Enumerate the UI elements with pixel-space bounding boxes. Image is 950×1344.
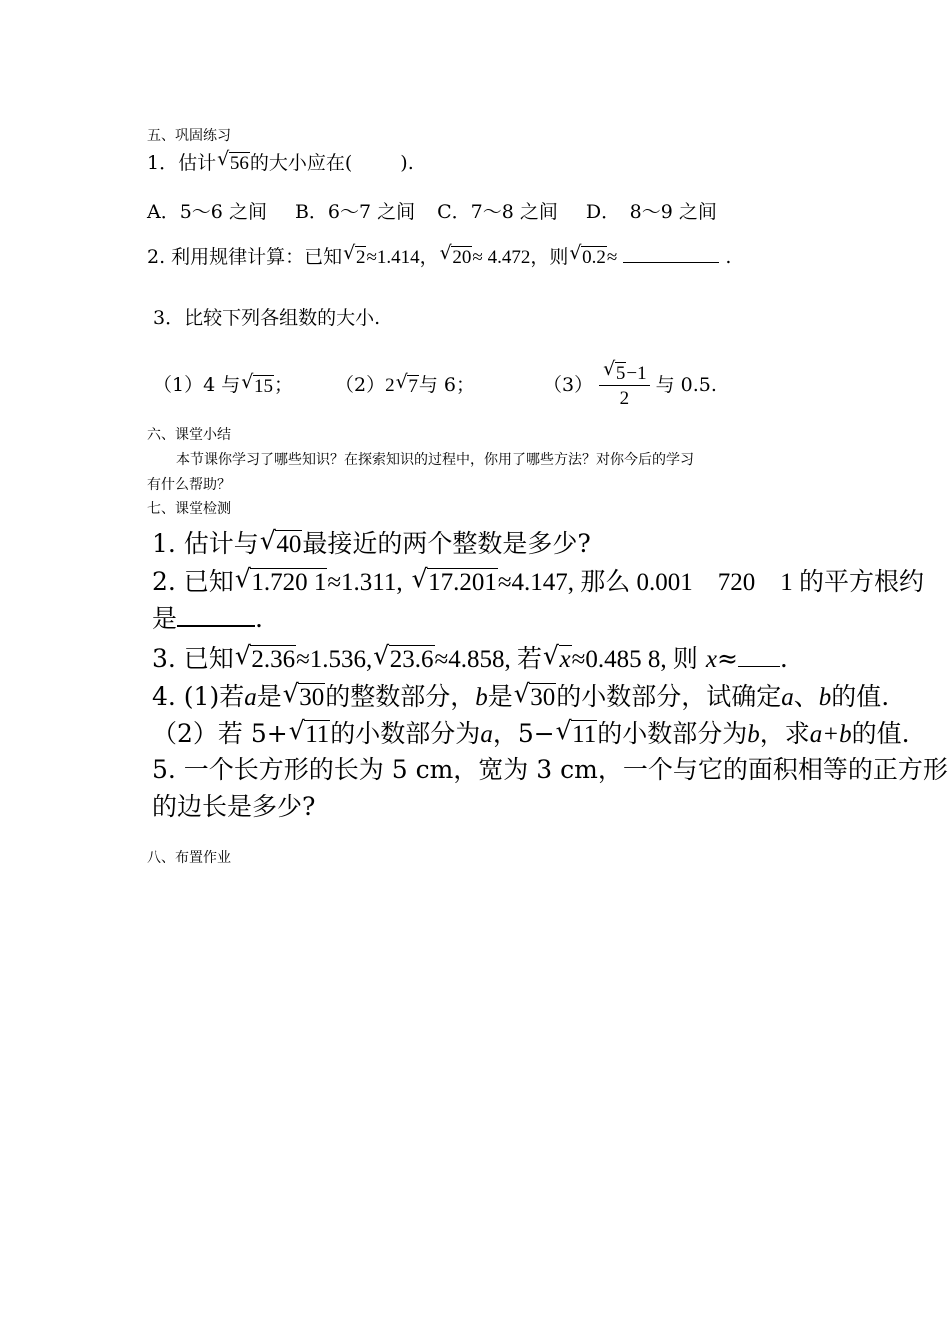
section-5-title: 五、巩固练习 — [147, 128, 231, 144]
practice-q1: 1．估计√ 56的大小应在( ). — [147, 152, 414, 173]
radical: √ 56 — [217, 152, 250, 173]
answer-blank — [177, 625, 255, 627]
section-7-title: 七、课堂检测 — [147, 501, 231, 517]
option-d: D． 8～9 之间 — [585, 201, 717, 223]
summary-line-2: 有什么帮助？ — [147, 477, 231, 493]
practice-q3: 3．比较下列各组数的大小. — [153, 307, 381, 329]
test-q4-part2: （2）若 5+√ 11的小数部分为a，5−√ 11的小数部分为b，求a+b的值. — [152, 720, 910, 747]
option-b: B．6～7 之间 — [294, 201, 416, 223]
answer-blank — [623, 262, 719, 263]
test-q5: 5. 一个长方形的长为 5 cm，宽为 3 cm，一个与它的面积相等的正方形 — [152, 755, 948, 784]
practice-q1-options — [147, 203, 717, 222]
practice-q3-comparisons: （1）4 与 √ 15 ； （2） 2 √ 7 与 6； （3） √ $\frac{5-1}{2}$ 与 0.5. — [153, 360, 717, 410]
section-8-title: 八、布置作业 — [147, 850, 231, 866]
answer-blank — [738, 666, 780, 667]
section-6-title: 六、课堂小结 — [147, 427, 231, 443]
summary-line-1: 本节课你学习了哪些知识？在探索知识的过程中，你用了哪些方法？对你今后的学习 — [176, 452, 694, 468]
option-a: A．5～6 之间 — [147, 201, 267, 223]
test-q3: 3. 已知√ 2.36≈1.536,√ 23.6≈4.858, 若√ x≈0.485 8, 则 x≈ . — [152, 645, 788, 672]
test-q1: 1. 估计与√ 40最接近的两个整数是多少? — [152, 530, 591, 557]
fraction: √ $\frac{5-1}{2}$ — [599, 362, 649, 408]
option-c: C．7～8 之间 — [437, 201, 558, 223]
test-q4-part1: 4. (1)若a是√ 30的整数部分，b是√ 30的小数部分，试确定a、b的值. — [152, 683, 889, 710]
test-q2: 2. 已知√ 1.720 1≈1.311, √ 17.201≈4.147, 那么 0.001 720 1 的平方根约 — [152, 568, 924, 595]
test-q5-line2: 的边长是多少? — [152, 792, 316, 821]
test-q2-line2: 是 . — [152, 604, 263, 633]
practice-q2: 2. 利用规律计算：已知√ 2≈1.414，√ 20≈ 4.472，则√ 0.2≈ . — [147, 246, 731, 267]
